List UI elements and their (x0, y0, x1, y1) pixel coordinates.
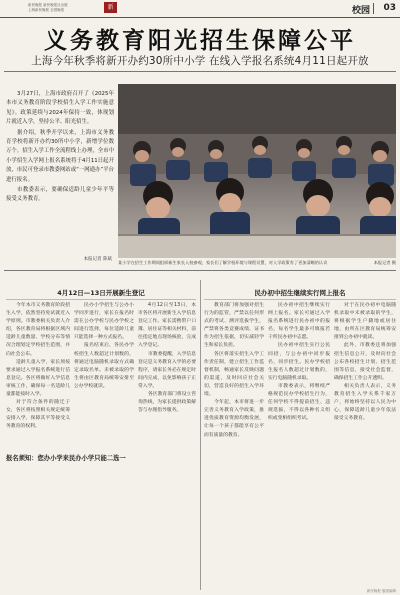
body-paragraph: 各区教育部门将设立咨询热线，为家长提供政策解答与办理指导服务。 (138, 392, 196, 414)
paper-name (28, 3, 98, 12)
photo-caption-text: 某小学在招生工作期间组织新生家长入校参观，家长们了解学校环境与课程设置，对入学政策有了更加清晰的认识 (118, 260, 328, 265)
section-head-left: 4月12日—13日开展新生登记 (57, 289, 145, 297)
masthead (0, 0, 400, 18)
section-head-right: 民办初中招生继续实行网上报名 (254, 289, 346, 297)
column-divider (200, 280, 201, 590)
article-column-4 (268, 302, 330, 587)
photo-credit: 本报记者 摄 (373, 260, 396, 265)
body-paragraph: 对于符合条件的随迁子女，各区将按照相关规定统筹安排入学，保障其平等接受义务教育的权利。 (6, 400, 70, 430)
lead-article (6, 90, 114, 262)
body-paragraph: 市教委提醒，入学信息登记是义务教育入学的必要程序，请家长务必在规定时间内完成，以免影响孩子正常入学。 (138, 351, 196, 389)
page-number: 03 (383, 3, 396, 13)
lead-paragraph: 市教委表示，要确保适龄儿童少年平等接受义务教育。 (6, 187, 114, 203)
headline: 义务教育阳光招生保障公平 (44, 27, 356, 54)
photo-caption (118, 260, 398, 266)
classroom-photo-illustration (118, 84, 396, 258)
body-paragraph: 教育部门将加强对招生行为的监管，严禁以任何形式的考试、测评选拔学生，严禁将各类竞赛成绩、证书作为招生依据，切实减轻学生和家长负担。 (204, 303, 264, 349)
masthead-divider (373, 3, 374, 14)
paper-seal: 新 (104, 2, 117, 13)
body-paragraph: 此外，市教委还将加强招生信息公开，及时向社会公布各校招生计划、招生范围等信息，接受社会监督，确保招生工作公开透明。 (334, 343, 396, 381)
body-paragraph: 报名结束后，各民办学校招生人数超过计划数的，将通过电脑随机录取方式确定录取名单。未被录取的学生将由区教育局统筹安排至公办学校就读。 (74, 343, 134, 389)
subheadline: 上海今年秋季将新开办约30所中小学 在线入学报名系统4月11日起开放 (31, 55, 369, 67)
lead-paragraph: 据介绍，秋季开学以来，上海市义务教育学校将新开办约30所中小学，新增学位数万个。招生入学工作全流程线上办理，全市中小学招生入学网上报名系统将于4月11日起开放，市民可登录市教委网站或“一网通办”平台进行报名。 (6, 129, 114, 183)
body-paragraph: 各区将落实招生入学工作责任制，建立招生工作监督机制，畅通家长反映问题的渠道，及时回应社会关切，营造良好的招生入学环境。 (204, 351, 264, 398)
article-column-1 (6, 302, 70, 587)
body-paragraph: 民办初中招生实行公民同招，与公办初中同步报名、同步招生。民办学校招生报名人数超过计划数的，实行电脑随机录取。 (268, 343, 330, 381)
page-footer: 新民晚报 版面编辑 (366, 589, 396, 593)
body-paragraph: 适龄儿童入学，家长须按要求通过入学报名系统进行信息登记。各区将做好入学信息审核工作，确保每一名适龄儿童都能按时入学。 (6, 359, 70, 398)
body-paragraph: 对于在民办初中电脑随机录取中未被录取的学生，将根据学生户籍地或居住地，由所在区教育局统筹安排到公办初中就读。 (334, 303, 396, 341)
headline-rule (4, 71, 396, 72)
left-head-rule (6, 299, 196, 300)
article-column-1b (74, 302, 134, 444)
body-paragraph: 市教委表示，将继续严格规范民办学校招生行为，任何学校不得提前招生、违规选拔，不得以各种名义组织或变相组织考试。 (268, 383, 330, 422)
body-paragraph: 民办小学招生与公办小学同步进行，家长在报名时需在公办学校与民办学校之间进行选择，每位适龄儿童只能选择一种方式报名。 (74, 303, 134, 341)
paper-line-2: 上海新民晚报 全国晚报 (28, 7, 65, 12)
lead-paragraph: 3月27日，上海市政府召开了《2025年本市义务教育阶段学校招生入学工作实施意见》。政策延续与2024年保持一致，体现划片就近入学，坚持公平、阳光招生。 (6, 91, 114, 126)
section-name: 校园 (351, 6, 370, 16)
lead-byline: 本报记者 陈斌 (83, 257, 112, 262)
article-column-2 (138, 302, 196, 587)
article-column-5 (334, 302, 396, 587)
classroom-photo (118, 84, 396, 258)
section-rule (4, 270, 396, 271)
article-subtitle: 报名须知：您办小学来民办小学只能二选一 (6, 455, 126, 462)
body-paragraph: 相关负责人表示，义务教育招生入学关系千家万户，将始终坚持以人民为中心，保障适龄儿童少年依法接受义务教育。 (334, 383, 396, 422)
body-paragraph: 民办初中招生继续实行网上报名。家长可通过入学报名系统进行民办初中的报名，每名学生最多可填报若干所民办初中志愿。 (268, 303, 330, 341)
body-paragraph: 今年起，本市将进一步完善义务教育入学政策，推进优质教育资源均衡发展，让每一个孩子都能享有公平而有质量的教育。 (204, 400, 264, 438)
body-paragraph: 今年本市义务教育阶段招生入学，依然坚持免试就近入学原则。市教委相关负责人介绍，各区教育局将根据区域内适龄儿童数量、学校分布等情况合理划定学校招生范围，并向社会公布。 (6, 303, 70, 357)
right-head-rule (204, 299, 396, 300)
article-column-3 (204, 302, 264, 587)
paper-line-1: 新民晚报 新民晚报社出版 (28, 3, 68, 7)
body-paragraph: 4月12日至13日，本市各区将开展新生入学信息登记工作。家长需携带户口簿、居住证等相关材料，前往指定地点现场核验，完成入学登记。 (138, 303, 196, 349)
